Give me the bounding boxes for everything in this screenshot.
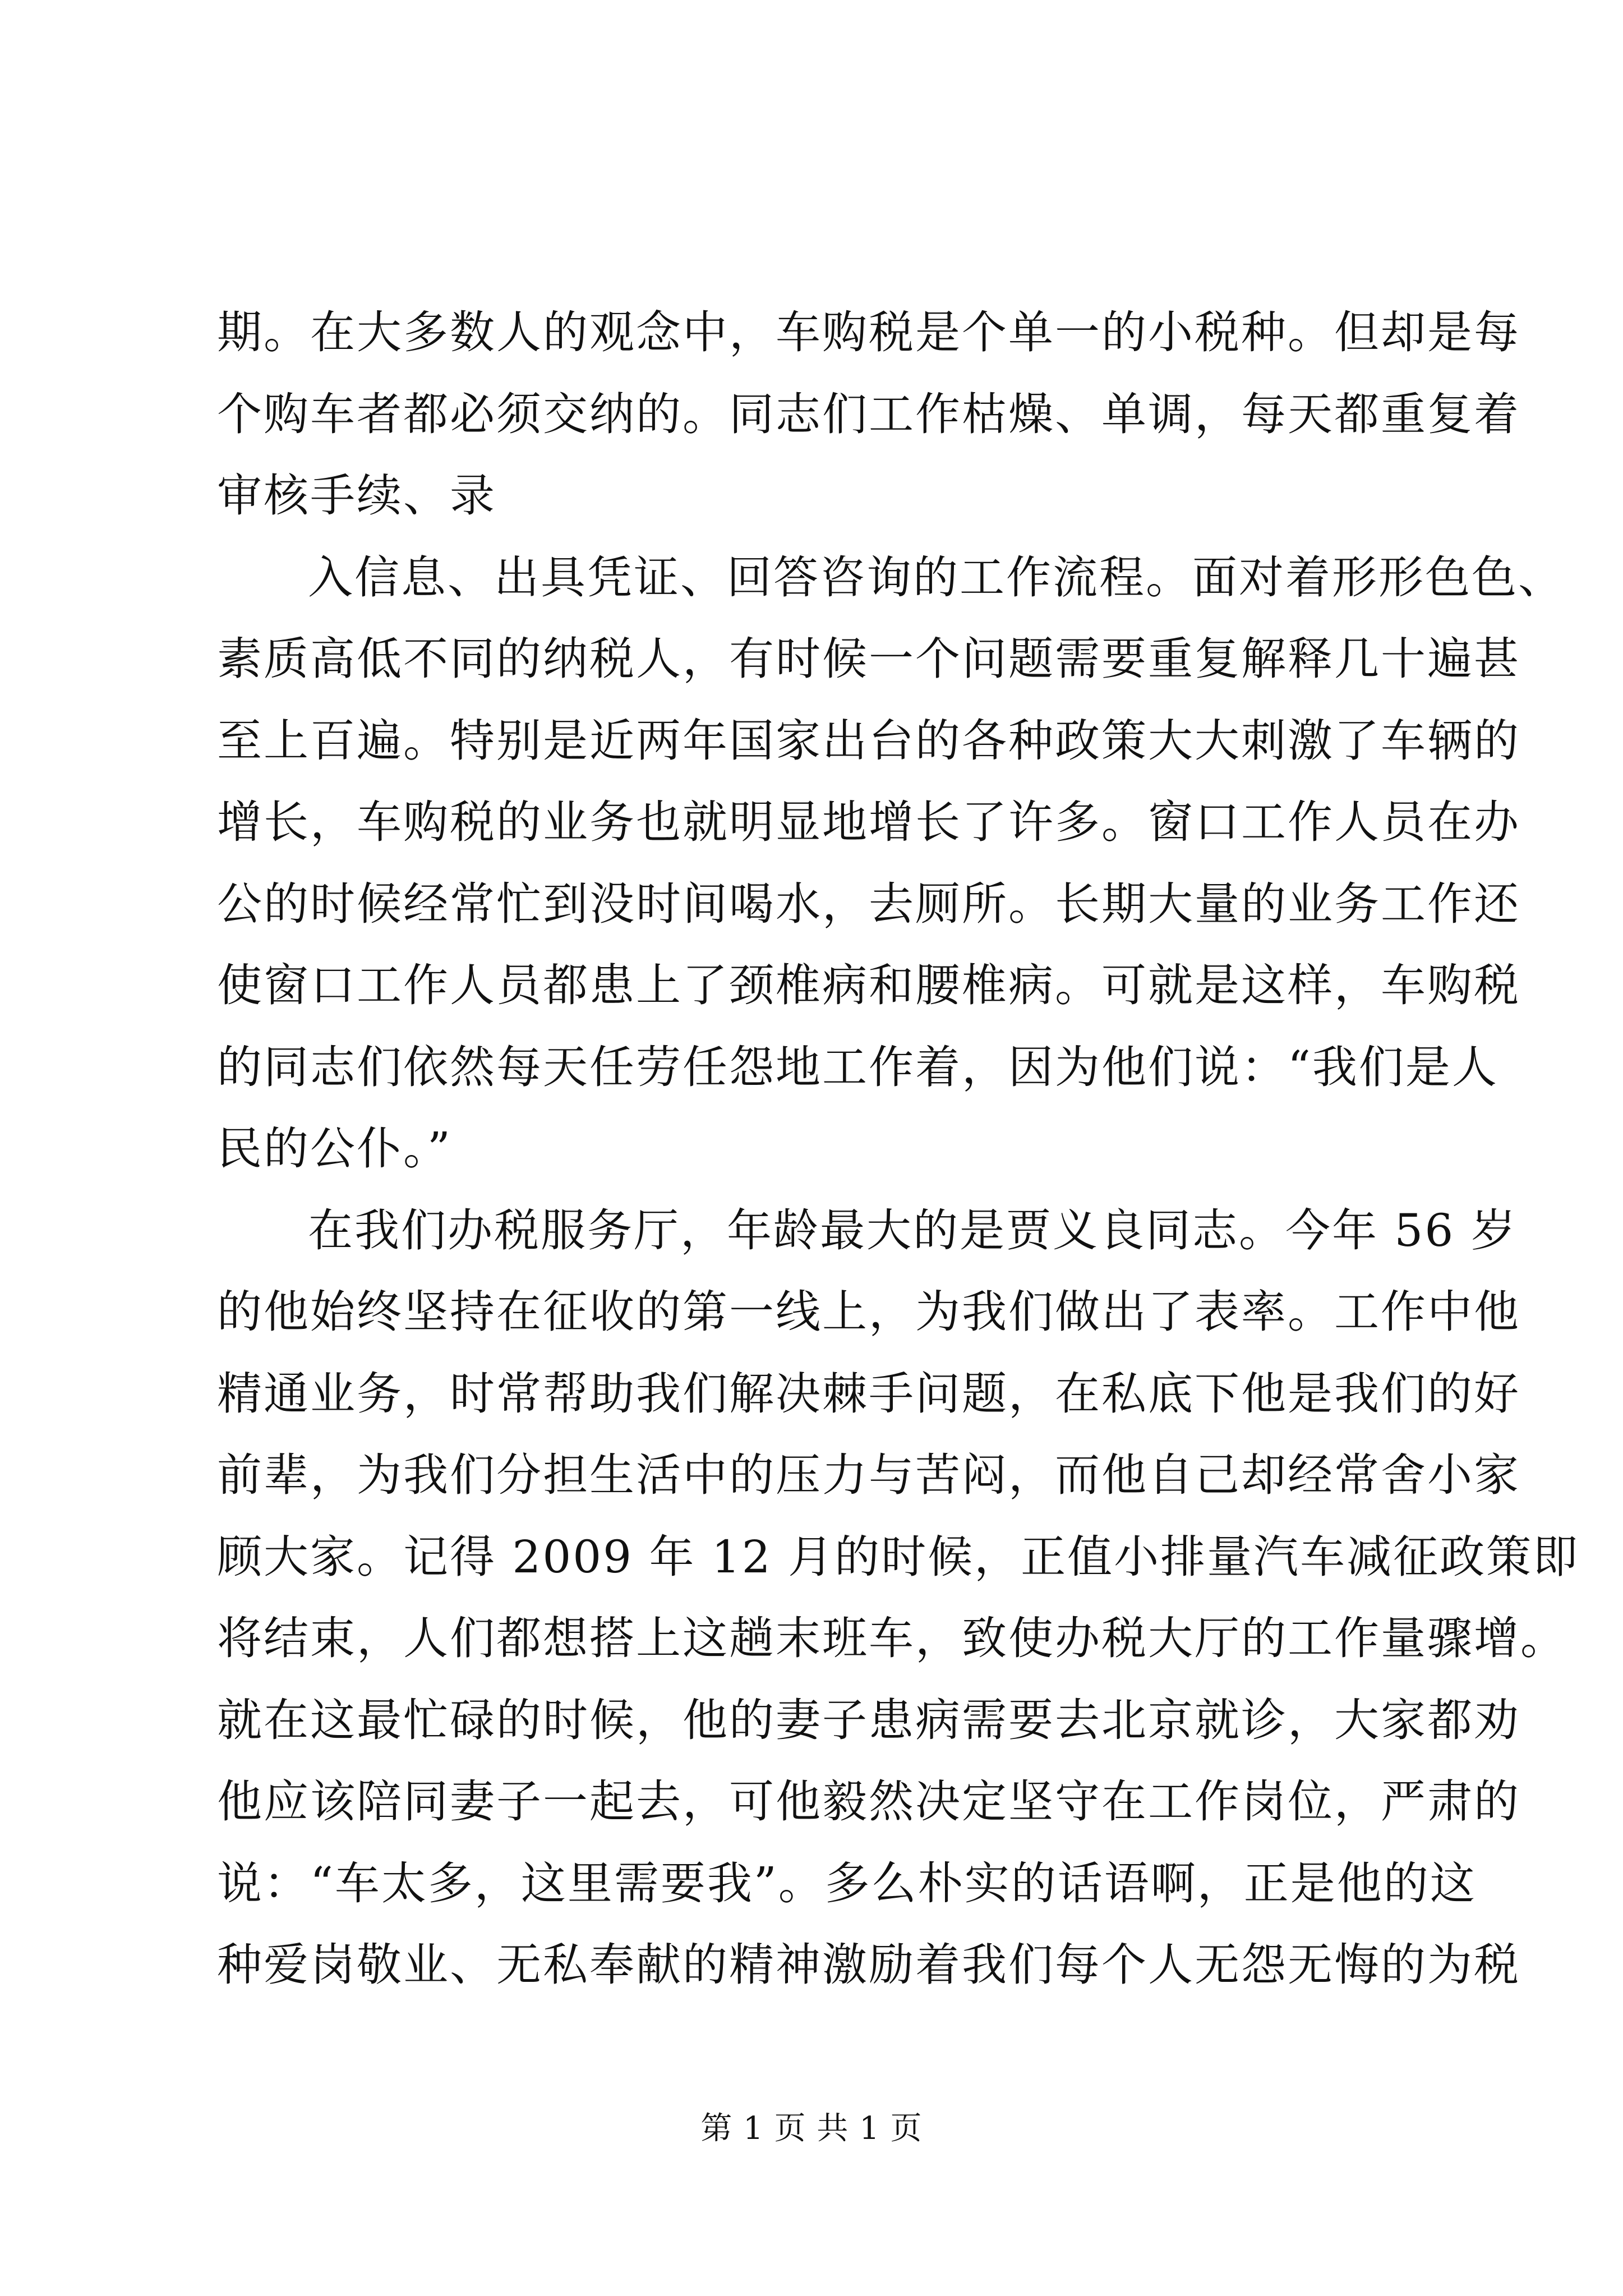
paragraph-3 [217,1190,1580,2006]
document-body [217,292,1580,2006]
paragraph-1 [217,292,1520,537]
page-footer [0,2109,1623,2148]
text-line: 期。在大多数人的观念中，车购税是个单一的小税种。但却是每 [217,306,1520,358]
text-line: 使窗口工作人员都患上了颈椎病和腰椎病。可就是这样，车购税 [217,959,1520,1011]
paragraph-2 [217,537,1565,1190]
text-line: 精通业务，时常帮助我们解决棘手问题，在私底下他是我们的好 [217,1367,1520,1420]
text-line: 素质高低不同的纳税人，有时候一个问题需要重复解释几十遍甚 [217,633,1520,685]
text-line: 增长，车购税的业务也就明显地增长了许多。窗口工作人员在办 [217,796,1520,848]
text-line: 个购车者都必须交纳的。同志们工作枯燥、单调，每天都重复着 [217,388,1520,440]
text-line: 说：“车太多，这里需要我”。多么朴实的话语啊，正是他的这 [217,1857,1477,1910]
text-line: 至上百遍。特别是近两年国家出台的各种政策大大刺激了车辆的 [217,714,1520,767]
text-line: 就在这最忙碌的时候，他的妻子患病需要去北京就诊，大家都劝 [217,1694,1520,1746]
text-line: 审核手续、录 [217,470,496,522]
text-line: 将结束，人们都想搭上这趟末班车，致使办税大厅的工作量骤增。 [217,1612,1567,1664]
text-line: 民的公仆。” [217,1122,452,1175]
text-line: 前辈，为我们分担生活中的压力与苦闷，而他自己却经常舍小家 [217,1449,1520,1501]
text-line: 的他始终坚持在征收的第一线上，为我们做出了表率。工作中他 [217,1286,1520,1338]
text-line: 入信息、出具凭证、回答咨询的工作流程。面对着形形色色、 [308,551,1565,604]
text-line: 在我们办税服务厅，年龄最大的是贾义良同志。今年 56 岁 [308,1204,1518,1257]
text-line: 公的时候经常忙到没时间喝水，去厕所。长期大量的业务工作还 [217,877,1520,930]
text-line: 种爱岗敬业、无私奉献的精神激励着我们每个人无怨无悔的为税 [217,1939,1520,1991]
text-line: 顾大家。记得 2009 年 12 月的时候，正值小排量汽车减征政策即 [217,1530,1580,1583]
text-line: 他应该陪同妻子一起去，可他毅然决定坚守在工作岗位，严肃的 [217,1775,1520,1828]
page-number: 第 1 页 共 1 页 [700,2110,923,2147]
text-line: 的同志们依然每天任劳任怨地工作着，因为他们说：“我们是人 [217,1041,1498,1093]
